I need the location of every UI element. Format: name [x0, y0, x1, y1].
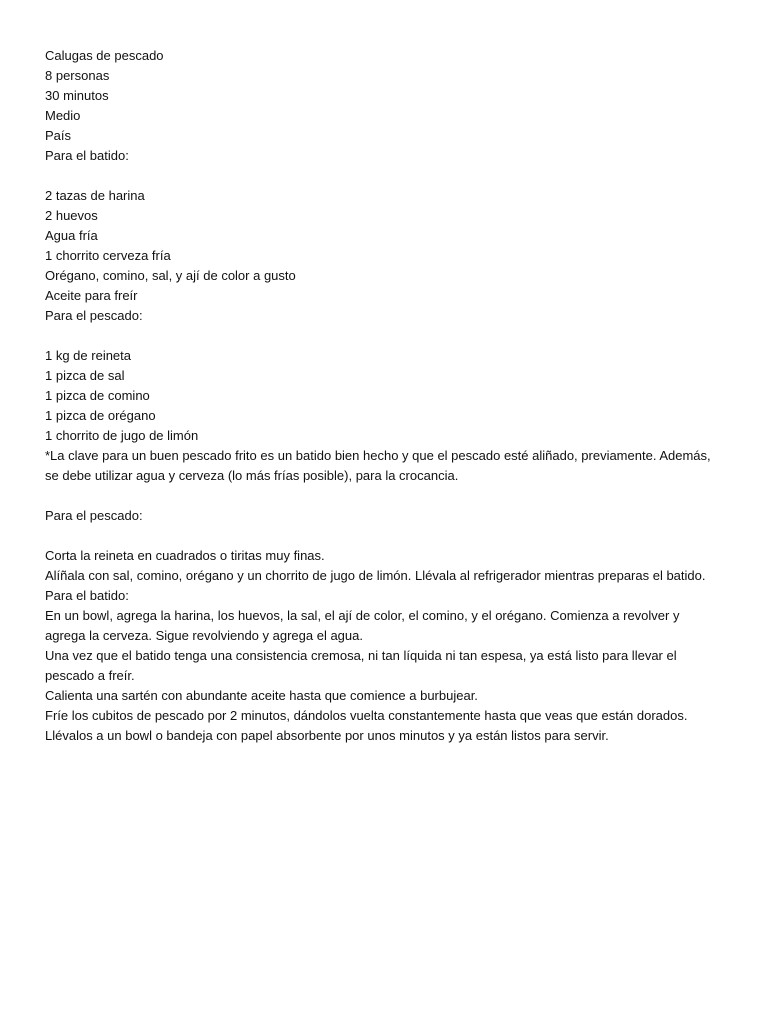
steps-fish-heading: Para el pescado: [45, 508, 143, 523]
batter-ingredient: Agua fría [45, 228, 98, 243]
batter-ingredient: Aceite para freír [45, 288, 138, 303]
fish-ingredient: 1 kg de reineta [45, 348, 132, 363]
steps-batter-heading: Para el batido: [45, 588, 129, 603]
recipe-title: Calugas de pescado [45, 48, 164, 63]
recipe-origin: País [45, 128, 72, 143]
step: Calienta una sartén con abundante aceite hasta que comience a burbujear. [45, 688, 478, 703]
recipe-servings: 8 personas [45, 68, 110, 83]
batter-ingredient: 2 tazas de harina [45, 188, 145, 203]
step: Una vez que el batido tenga una consistencia cremosa, ni tan líquida ni tan espesa, ya está listo para llevar el pescado a freír. [45, 648, 681, 683]
fish-heading: Para el pescado: [45, 308, 143, 323]
step: Corta la reineta en cuadrados o tiritas muy finas. [45, 548, 325, 563]
recipe-difficulty: Medio [45, 108, 81, 123]
fish-ingredient: 1 pizca de comino [45, 388, 150, 403]
step: Alíñala con sal, comino, orégano y un chorrito de jugo de limón. Llévala al refrigerador mientras preparas el batido. [45, 568, 706, 583]
batter-ingredient: Orégano, comino, sal, y ají de color a gusto [45, 268, 296, 283]
batter-ingredient: 2 huevos [45, 208, 98, 223]
fish-ingredient: 1 pizca de sal [45, 368, 125, 383]
batter-ingredient: 1 chorrito cerveza fría [45, 248, 171, 263]
blank-line [45, 526, 715, 546]
step: Llévalos a un bowl o bandeja con papel absorbente por unos minutos y ya están listos para servir. [45, 728, 609, 743]
recipe-time: 30 minutos [45, 88, 109, 103]
blank-line [45, 486, 715, 506]
fish-ingredient: 1 chorrito de jugo de limón [45, 428, 199, 443]
recipe-document [45, 46, 715, 746]
recipe-tip: *La clave para un buen pescado frito es un batido bien hecho y que el pescado esté aliñado, previamente. Además, se debe utilizar agua y cerveza (lo más frías posible), para la crocancia. [45, 448, 715, 483]
step: Fríe los cubitos de pescado por 2 minutos, dándolos vuelta constantemente hasta que veas que están dorados. [45, 708, 688, 723]
step: En un bowl, agrega la harina, los huevos, la sal, el ají de color, el comino, y el orégano. Comienza a revolver y agrega la cerveza. Sigue revolviendo y agrega el agua. [45, 608, 684, 643]
fish-ingredient: 1 pizca de orégano [45, 408, 156, 423]
blank-line [45, 326, 715, 346]
blank-line [45, 166, 715, 186]
batter-heading: Para el batido: [45, 148, 129, 163]
